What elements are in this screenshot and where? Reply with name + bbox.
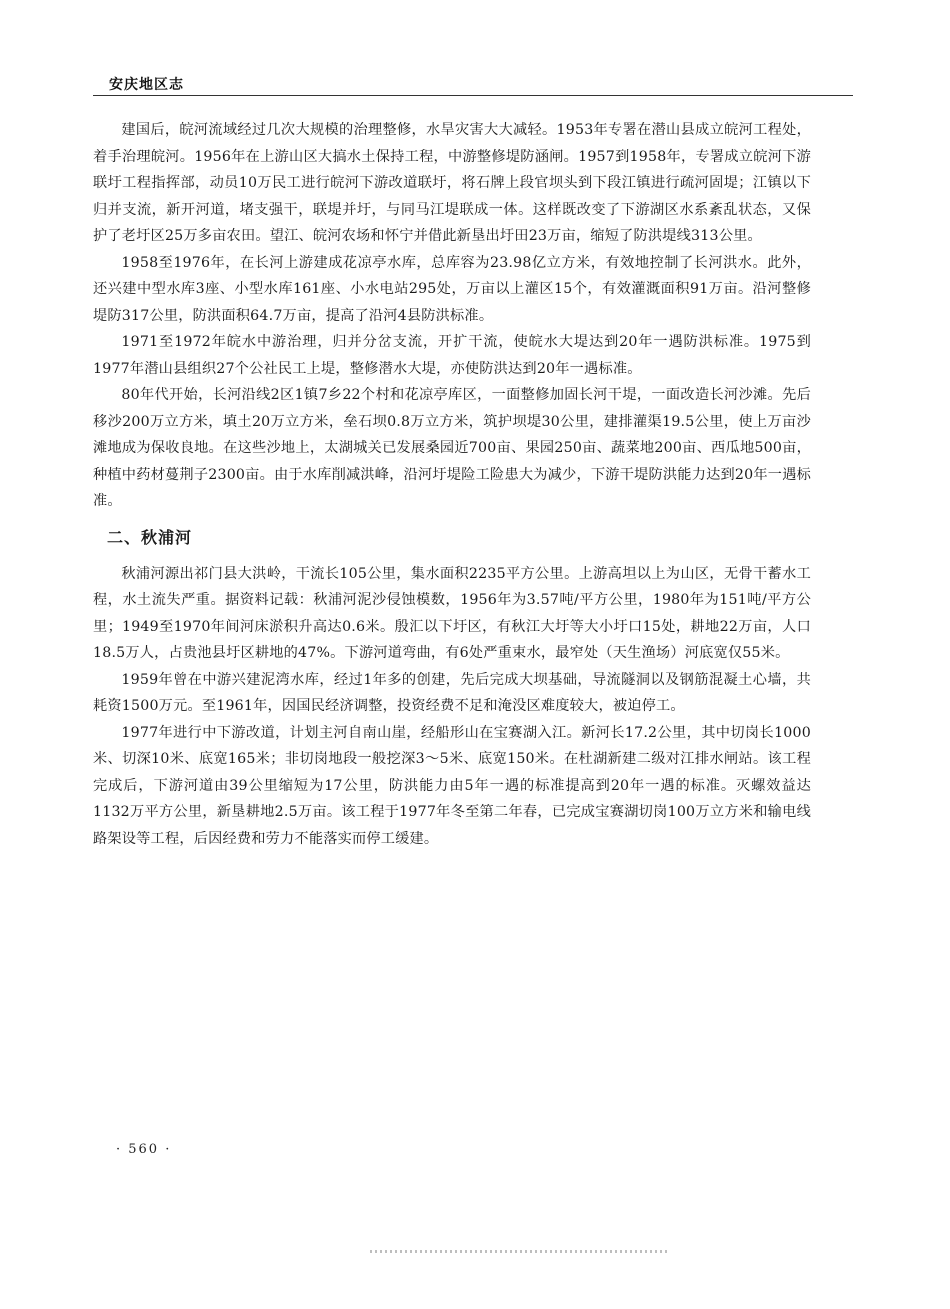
page-header bbox=[93, 66, 853, 96]
paragraph: 80年代开始，长河沿线2区1镇7乡22个村和花凉亭库区，一面整修加固长河干堤，一面改造长河沙滩。先后移沙200万立方米，填土20万立方米，垒石坝0.8万立方米，筑护坝堤30公里，建排灌渠19.5公里，使上万亩沙滩地成为保收良地。在这些沙地上，太湖城关已发展桑园近700亩、果园250亩、蔬菜地200亩、西瓜地500亩，种植中药材蔓荆子2300亩。由于水库削减洪峰，沿河圩堤险工险患大为减少，下游干堤防洪能力达到20年一遇标准。 bbox=[93, 387, 811, 509]
book-title: 安庆地区志 bbox=[109, 77, 184, 93]
paragraph: 1971至1972年皖水中游治理，归并分岔支流，开扩干流，使皖水大堤达到20年一遇防洪标准。1975到1977年潜山县组织27个公社民工上堤，整修潜水大堤，亦使防洪达到20年一遇标准。 bbox=[93, 334, 811, 377]
scan-artifact bbox=[370, 1250, 670, 1253]
paragraph: 1959年曾在中游兴建泥湾水库，经过1年多的创建，先后完成大坝基础，导流隧洞以及钢筋混凝土心墙，共耗资1500万元。至1961年，因国民经济调整，投资经费不足和淹没区难度较大，被迫停工。 bbox=[93, 671, 811, 714]
page-number: · 560 · bbox=[116, 1142, 172, 1157]
paragraph: 秋浦河源出祁门县大洪岭，干流长105公里，集水面积2235平方公里。上游高坦以上为山区，无骨干蓄水工程，水土流失严重。据资料记载：秋浦河泥沙侵蚀模数，1956年为3.57吨/平方公里，1980年为151吨/平方公里；1949至1970年间河床淤积升高达0.6米。殷汇以下圩区，有秋江大圩等大小圩口15处，耕地22万亩，人口18.5万人，占贵池县圩区耕地的47%。下游河道弯曲，有6处严重束水，最窄处（天生渔场）河底宽仅55米。 bbox=[93, 565, 811, 661]
header-rule bbox=[93, 95, 853, 96]
paragraph: 1977年进行中下游改道，计划主河自南山崖，经船形山在宝赛湖入江。新河长17.2公里，其中切岗长1000米、切深10米、底宽165米；非切岗地段一般挖深3～5米、底宽150米。在杜湖新建二级对江排水闸站。该工程完成后，下游河道由39公里缩短为17公里，防洪能力由5年一遇的标准提高到20年一遇的标准。灭螺效益达1132万平方公里，新垦耕地2.5万亩。该工程于1977年冬至第二年春，已完成宝赛湖切岗100万立方米和输电线路架设等工程，后因经费和劳力不能落实而停工缓建。 bbox=[93, 724, 811, 847]
section-heading: 二、秋浦河 bbox=[107, 527, 193, 547]
paragraph: 建国后，皖河流域经过几次大规模的治理整修，水旱灾害大大减轻。1953年专署在潜山县成立皖河工程处，着手治理皖河。1956年在上游山区大搞水土保持工程，中游整修堤防涵闸。1957到1958年，专署成立皖河下游联圩工程指挥部，动员10万民工进行皖河下游改道联圩，将石牌上段官坝头到下段江镇进行疏河固堤；江镇以下归并支流，新开河道，堵支强干，联堤并圩，与同马江堤联成一体。这样既改变了下游湖区水系紊乱状态，又保护了老圩区25万多亩农田。望江、皖河农场和怀宁并借此新垦出圩田23万亩，缩短了防洪堤线313公里。 bbox=[93, 122, 811, 244]
paragraph: 1958至1976年，在长河上游建成花凉亭水库，总库容为23.98亿立方米，有效地控制了长河洪水。此外，还兴建中型水库3座、小型水库161座、小水电站295处，万亩以上灌区15个，有效灌溉面积91万亩。沿河整修堤防317公里，防洪面积64.7万亩，提高了沿河4县防洪标准。 bbox=[93, 254, 811, 324]
main-content bbox=[93, 117, 811, 852]
